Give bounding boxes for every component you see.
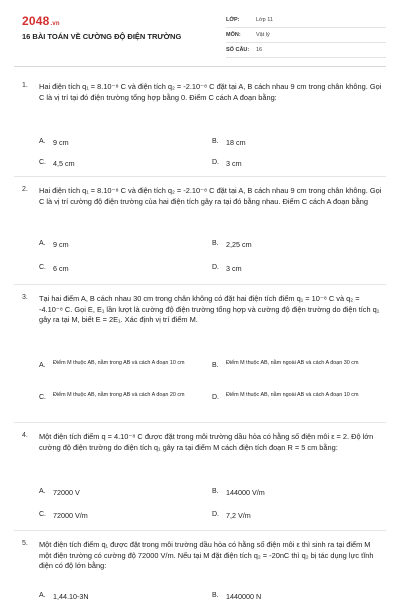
option-letter: C. <box>39 159 46 166</box>
option-letter: B. <box>212 592 219 599</box>
header-divider <box>14 66 386 67</box>
meta-value: Vật lý <box>256 32 270 38</box>
option-text: 18 cm <box>226 138 246 147</box>
question-text: Một điện tích điểm q₁ được đặt trong môi trường dầu hỏa có hằng số điện môi ε thì sinh ra tại điểm M một điện trường có cường độ 72000 V/m. Nếu tại M đặt điện tích q₂ = -20nC thì q₂ bị tác dụng lực tĩnh điện có độ lớn bằng: <box>39 540 374 570</box>
option-text: 9 cm <box>53 240 69 249</box>
option-letter: A. <box>39 362 46 369</box>
option-text: 72000 V/m <box>53 511 88 520</box>
option-text: 1,44.10-3N <box>53 592 89 600</box>
option-text: 3 cm <box>226 159 242 168</box>
meta-count-row <box>226 44 386 58</box>
option-letter: A. <box>39 138 46 145</box>
option-letter: B. <box>212 240 219 247</box>
option-text: Điểm M thuộc AB, nằm trong AB và cách A đoạn 20 cm <box>53 392 185 398</box>
option-letter: A. <box>39 488 46 495</box>
question-number: 5. <box>22 540 28 547</box>
question-number: 3. <box>22 294 28 301</box>
option-letter: A. <box>39 240 46 247</box>
meta-label: SỐ CÂU: <box>226 47 250 53</box>
option-letter: D. <box>212 394 219 401</box>
logo-suffix: .vn <box>50 21 60 27</box>
option-letter: A. <box>39 592 46 599</box>
option-text: Điểm M thuộc AB, nằm ngoài AB và cách A đoạn 30 cm <box>226 360 359 366</box>
document-title: 16 BÀI TOÁN VỀ CƯỜNG ĐỘ ĐIỆN TRƯỜNG <box>22 32 182 41</box>
option-letter: C. <box>39 394 46 401</box>
option-text: 7,2 V/m <box>226 511 251 520</box>
option-text: 72000 V <box>53 488 80 497</box>
option-text: Điểm M thuộc AB, nằm ngoài AB và cách A đoạn 10 cm <box>226 392 359 398</box>
option-text: 9 cm <box>53 138 69 147</box>
option-letter: C. <box>39 264 46 271</box>
question-divider <box>14 284 386 285</box>
option-letter: C. <box>39 511 46 518</box>
document-header <box>0 0 400 62</box>
option-letter: B. <box>212 488 219 495</box>
meta-class-row <box>226 14 386 28</box>
option-text: 2,25 cm <box>226 240 252 249</box>
option-letter: B. <box>212 138 219 145</box>
option-text: Điểm M thuộc AB, nằm trong AB và cách A đoạn 10 cm <box>53 360 185 366</box>
option-text: 1440000 N <box>226 592 262 600</box>
option-text: 6 cm <box>53 264 69 273</box>
question-number: 2. <box>22 186 28 193</box>
question-text: Hai điện tích q₁ = 8.10⁻⁸ C và điện tích q₂ = -2.10⁻⁸ C đặt tại A, B cách nhau 9 cm trong chân không. Gọi C là vị trí cường độ điện trường của hai điện tích gây ra tại đó bằng nhau. Điểm C cách A đoạn bằng <box>39 186 382 206</box>
question-text: Hai điện tích q₁ = 8.10⁻⁸ C và điện tích q₂ = -2.10⁻⁸ C đặt tại A, B cách nhau 9 cm trong chân không. Gọi C là vị trí tại đó điện trường tổng hợp bằng 0. Điểm C cách A đoạn bằng: <box>39 82 382 102</box>
question-number: 4. <box>22 432 28 439</box>
question-divider <box>14 422 386 423</box>
question-text: Một điện tích điểm q = 4.10⁻⁸ C được đặt trong môi trường dầu hỏa có hằng số điện môi ε = 2. Độ lớn cường độ điện trường do điện tích q₁ gây ra tại điểm M cách điện tích đoạn R = 5 cm bằng: <box>39 432 374 452</box>
logo-text: 2048 <box>22 14 50 28</box>
question-divider <box>14 176 386 177</box>
meta-value: Lớp 11 <box>256 17 273 23</box>
option-letter: D. <box>212 159 219 166</box>
meta-subject-row <box>226 29 386 43</box>
meta-value: 16 <box>256 47 263 53</box>
option-text: 4,5 cm <box>53 159 75 168</box>
option-letter: D. <box>212 511 219 518</box>
option-text: 3 cm <box>226 264 242 273</box>
option-text: 144000 V/m <box>226 488 265 497</box>
option-letter: B. <box>212 362 219 369</box>
option-letter: D. <box>212 264 219 271</box>
question-text: Tại hai điểm A, B cách nhau 30 cm trong chân không có đặt hai điện tích điểm q₁ = 10⁻⁸ C và q₂ = -4.10⁻⁸ C. Gọi E, E₁ lần lượt là cường độ điện trường tổng hợp và cường độ điện trường do điện tích q₁ gây ra tại M, biết E = 2E₁. Xác định vị trí điểm M. <box>39 294 380 324</box>
meta-label: MÔN: <box>226 32 241 38</box>
question-divider <box>14 530 386 531</box>
site-logo[interactable] <box>22 14 60 28</box>
meta-label: LỚP: <box>226 17 240 23</box>
question-number: 1. <box>22 82 28 89</box>
